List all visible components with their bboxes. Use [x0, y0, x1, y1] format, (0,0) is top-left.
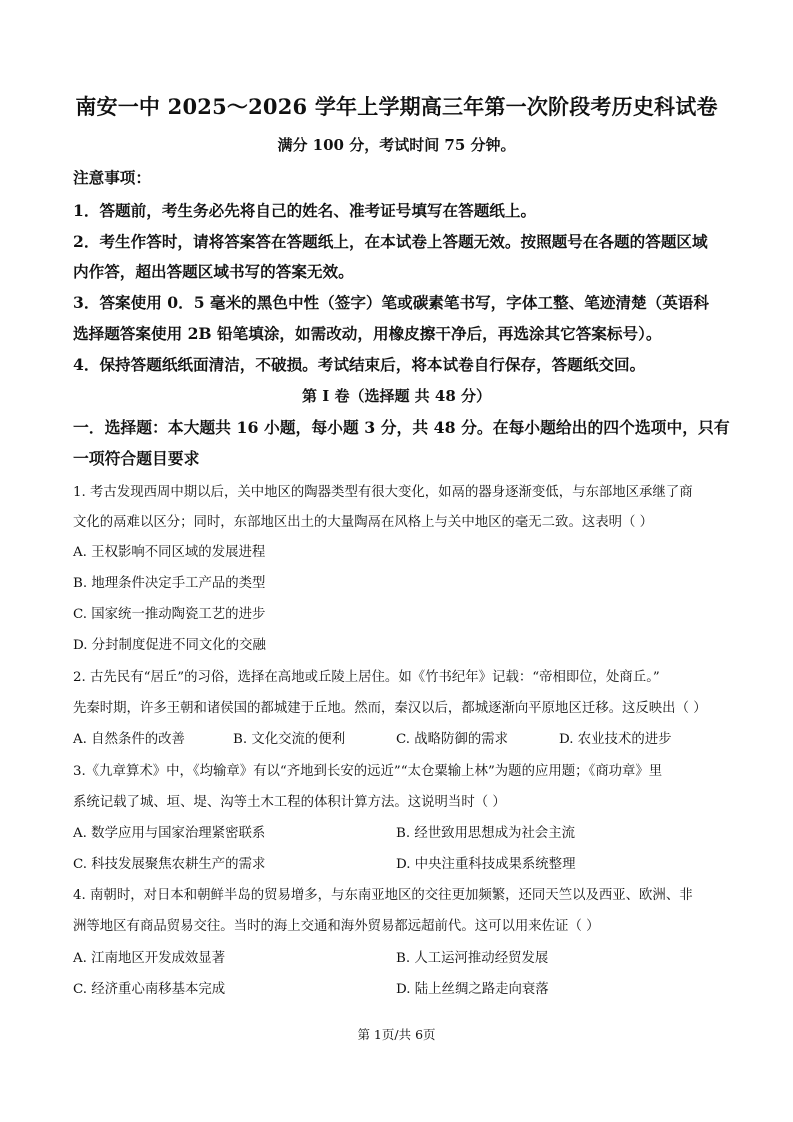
question-2-stem: 先秦时期，许多王朝和诸侯国的都城建于丘地。然而，秦汉以后，都城逐渐向平原地区迁移。这反映出（ ） [73, 701, 707, 716]
question-4-stem: 4. 南朝时，对日本和朝鲜半岛的贸易增多，与东南亚地区的交往更加频繁，还同天竺以及西亚、欧洲、非 [73, 888, 693, 903]
question-2-option-d: D. 农业技术的进步 [559, 732, 672, 747]
question-1-stem: 1. 考古发现西周中期以后，关中地区的陶器类型有很大变化，如鬲的器身逐渐变低，与东部地区承继了商 [73, 485, 693, 500]
notice-heading: 注意事项： [73, 168, 151, 187]
question-4-option-d: D. 陆上丝绸之路走向衰落 [396, 982, 549, 997]
notice-line: 4．保持答题纸纸面清洁，不破损。考试结束后，将本试卷自行保存，答题纸交回。 [73, 355, 646, 374]
notice-line: 选择题答案使用 2B 铅笔填涂，如需改动，用橡皮擦干净后，再选涂其它答案标号）。 [73, 324, 662, 343]
page-number: 第 1页/共 6页 [357, 1027, 436, 1042]
question-3-stem: 系统记载了城、垣、堤、沟等土木工程的体积计算方法。这说明当时（ ） [73, 795, 506, 810]
section-instruction: 一．选择题：本大题共 16 小题，每小题 3 分，共 48 分。在每小题给出的四个选项中，只有 [73, 418, 730, 437]
notice-line: 3．答案使用 0．5 毫米的黑色中性（签字）笔或碳素笔书写，字体工整、笔迹清楚（英语科 [73, 293, 709, 312]
exam-subtitle: 满分 100 分，考试时间 75 分钟。 [277, 136, 516, 154]
question-2-stem: 2. 古先民有“居丘”的习俗，选择在高地或丘陵上居住。如《竹书纪年》记载：“帝相即位，处商丘。” [73, 670, 660, 685]
question-3-stem: 3.《九章算术》中，《均输章》有以“齐地到长安的远近”“太仓粟输上林”为题的应用题；《商功章》里 [73, 764, 663, 779]
notice-line: 2．考生作答时，请将答案答在答题纸上，在本试卷上答题无效。按照题号在各题的答题区域 [73, 232, 708, 251]
question-1-option-a: A. 王权影响不同区域的发展进程 [73, 545, 266, 560]
question-4-stem: 洲等地区有商品贸易交往。当时的海上交通和海外贸易都远超前代。这可以用来佐证（ ） [73, 919, 600, 934]
question-3-option-b: B. 经世致用思想成为社会主流 [396, 826, 576, 841]
question-3-option-a: A. 数学应用与国家治理紧密联系 [73, 826, 266, 841]
question-1-option-b: B. 地理条件决定手工产品的类型 [73, 576, 266, 591]
question-2-option-b: B. 文化交流的便利 [233, 732, 346, 747]
exam-title: 南安一中 2025～2026 学年上学期高三年第一次阶段考历史科试卷 [75, 94, 718, 119]
section-instruction: 一项符合题目要求 [73, 449, 200, 468]
question-3-option-d: D. 中央注重科技成果系统整理 [396, 857, 576, 872]
question-2-option-c: C. 战略防御的需求 [396, 732, 509, 747]
question-1-option-c: C. 国家统一推动陶瓷工艺的进步 [73, 607, 266, 622]
notice-line: 内作答，超出答题区域书写的答案无效。 [73, 262, 354, 281]
question-2-option-a: A. 自然条件的改善 [73, 732, 185, 747]
section-heading: 第 I 卷（选择题 共 48 分） [301, 387, 491, 405]
question-3-option-c: C. 科技发展聚焦农耕生产的需求 [73, 857, 266, 872]
question-4-option-a: A. 江南地区开发成效显著 [73, 951, 226, 966]
question-4-option-c: C. 经济重心南移基本完成 [73, 982, 226, 997]
question-1-option-d: D. 分封制度促进不同文化的交融 [73, 638, 266, 653]
question-4-option-b: B. 人工运河推动经贸发展 [396, 951, 549, 966]
notice-line: 1．答题前，考生务必先将自己的姓名、准考证号填写在答题纸上。 [73, 201, 537, 220]
question-1-stem: 文化的鬲难以区分；同时，东部地区出土的大量陶鬲在风格上与关中地区的毫无二致。这表明（ ） [73, 515, 654, 530]
